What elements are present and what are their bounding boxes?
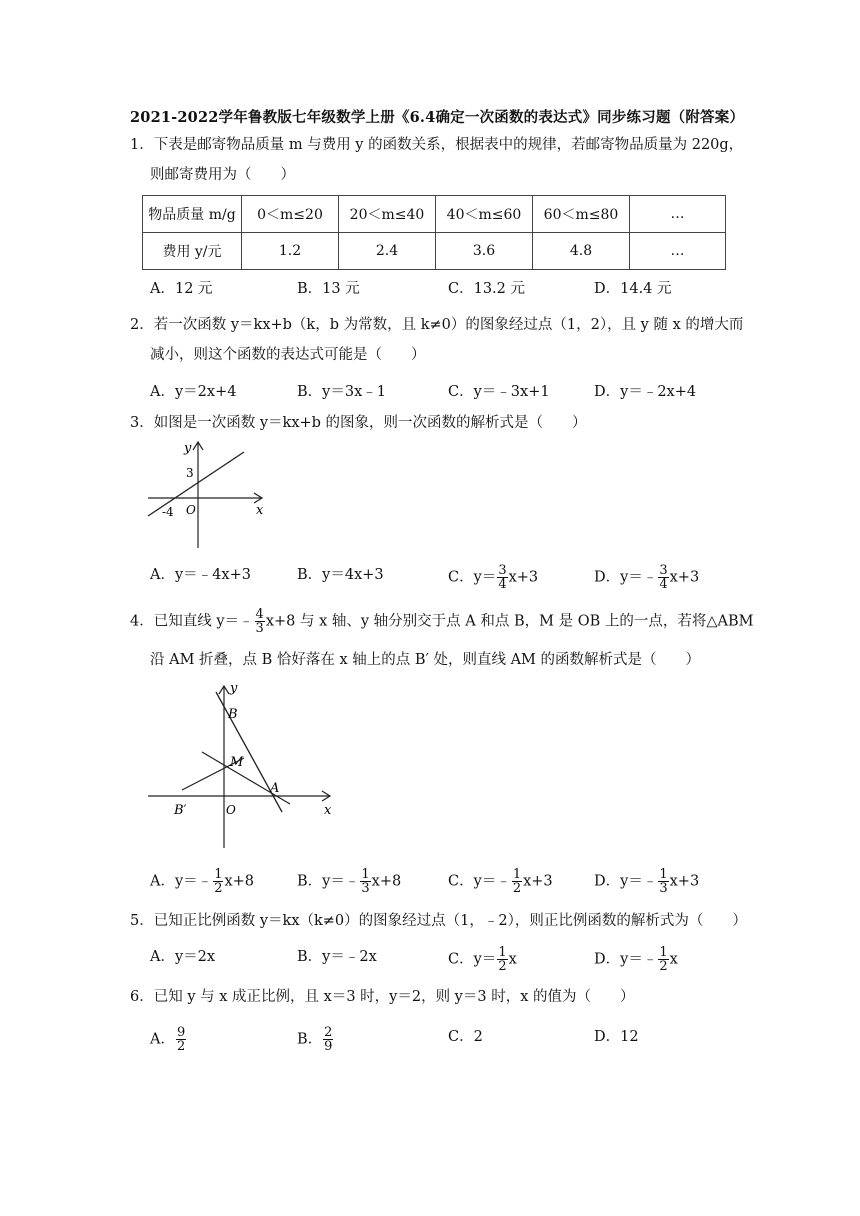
fraction	[213, 868, 223, 895]
option-label: C．	[448, 1029, 474, 1045]
question-number: 6．	[130, 989, 154, 1005]
denominator: 3	[659, 881, 668, 896]
option-expr: y＝﹣4x+3	[174, 567, 251, 583]
point-a-label: A	[270, 781, 280, 796]
question-text: 若一次函数 y＝kx+b（k，b 为常数，且 k≠0）的图象经过点（1，2），且 y 随 x 的增大而	[153, 317, 744, 333]
y-intercept-label: 3	[186, 466, 194, 480]
option-label: B．	[297, 567, 323, 583]
table-cell: 2.4	[339, 233, 436, 270]
table-cell: …	[630, 196, 726, 233]
option-expr-tail: x+3	[523, 873, 553, 890]
fraction	[658, 946, 668, 973]
x-axis-label: x	[324, 803, 332, 818]
numerator: 9	[176, 1025, 186, 1040]
q4-graph	[140, 680, 340, 852]
option-label: A．	[150, 949, 175, 965]
option-label: B．	[297, 949, 323, 965]
option-label: D．	[594, 951, 621, 968]
numerator: 1	[512, 867, 522, 882]
fraction	[176, 1026, 186, 1053]
question-number: 1．	[130, 137, 154, 153]
question-text: 已知直线 y＝﹣	[153, 613, 254, 630]
question-text-tail: x+8 与 x 轴、y 轴分别交于点 A 和点 B，M 是 OB 上的一点，若将△ABM	[265, 613, 754, 630]
y-axis-label: y	[230, 681, 238, 696]
table-cell: 费用 y/元	[143, 233, 242, 270]
option-label: C．	[448, 951, 474, 968]
question-4-line-2: 沿 AM 折叠，点 B 恰好落在 x 轴上的点 B′ 处，则直线 AM 的函数解析式是（ ）	[150, 652, 701, 668]
numerator: 3	[659, 563, 668, 578]
option-expr: y＝﹣	[620, 873, 658, 890]
option-d: D．y＝﹣2x+4	[594, 384, 697, 400]
fraction	[360, 868, 370, 895]
option-expr-tail: x+8	[371, 873, 402, 890]
denominator: 2	[498, 959, 507, 974]
table-cell: 物品质量 m/g	[143, 196, 242, 233]
origin-label: O	[186, 503, 196, 517]
option-c	[448, 868, 553, 895]
question-number: 4．	[130, 613, 154, 630]
denominator: 4	[498, 577, 507, 592]
option-label: C．	[448, 873, 474, 890]
option-c	[448, 946, 517, 973]
denominator: 3	[255, 621, 264, 636]
q3-graph	[140, 436, 270, 552]
option-expr: y＝﹣	[322, 873, 360, 890]
question-6	[130, 986, 635, 1008]
question-text: 已知正比例函数 y＝kx（k≠0）的图象经过点（1，﹣2），则正比例函数的解析式为（ ）	[153, 913, 747, 929]
table-cell: 20＜m≤40	[339, 196, 436, 233]
option-a	[150, 1026, 187, 1053]
option-expr-tail: x	[669, 951, 678, 968]
question-number: 2．	[130, 317, 154, 333]
option-a	[150, 868, 254, 895]
option-expr: y＝	[473, 569, 497, 586]
option-expr: y＝﹣	[473, 873, 511, 890]
numerator: 1	[659, 945, 668, 960]
numerator: 1	[659, 867, 668, 882]
table-cell: 3.6	[436, 233, 533, 270]
numerator: 1	[498, 945, 507, 960]
fraction	[497, 946, 507, 973]
option-b: B．13 元	[297, 281, 360, 297]
point-m-label: M	[230, 755, 244, 770]
option-expr: y＝﹣2x	[322, 949, 377, 965]
option-d	[594, 868, 699, 895]
numerator: 2	[324, 1025, 333, 1040]
table-row	[143, 233, 726, 270]
fraction	[658, 564, 668, 591]
numerator: 1	[214, 867, 223, 882]
option-label: A．	[150, 567, 175, 583]
option-b	[297, 1026, 334, 1053]
numerator: 4	[255, 607, 264, 622]
denominator: 3	[361, 881, 370, 896]
option-c: C．13.2 元	[448, 281, 525, 297]
option-label: A．	[150, 873, 175, 890]
option-c	[448, 1026, 483, 1048]
question-text: 已知 y 与 x 成正比例，且 x＝3 时，y＝2，则 y＝3 时，x 的值为（ ）	[153, 989, 635, 1005]
origin-label: O	[226, 803, 236, 817]
table-cell: …	[630, 233, 726, 270]
option-expr-tail: x+8	[224, 873, 255, 890]
denominator: 9	[324, 1039, 333, 1054]
x-axis-label: x	[256, 503, 264, 518]
option-expr-tail: x+3	[669, 873, 700, 890]
fraction	[497, 564, 507, 591]
x-intercept-label: -4	[162, 505, 174, 519]
option-d	[594, 946, 678, 973]
option-label: D．	[594, 1029, 621, 1045]
fraction	[255, 608, 265, 635]
option-b	[297, 946, 377, 968]
option-d: D．14.4 元	[594, 281, 672, 297]
option-expr-tail: x+3	[508, 569, 539, 586]
option-expr: y＝4x+3	[322, 567, 384, 583]
question-text: 如图是一次函数 y＝kx+b 的图象，则一次函数的解析式是（ ）	[153, 415, 587, 431]
option-expr: y＝﹣	[620, 951, 658, 968]
postage-table	[142, 195, 726, 270]
option-b	[297, 868, 401, 895]
option-value: 2	[473, 1029, 483, 1045]
option-label: D．	[594, 873, 621, 890]
option-label: B．	[297, 1031, 323, 1048]
fraction	[658, 868, 668, 895]
option-label: D．	[594, 569, 621, 586]
question-text: 下表是邮寄物品质量 m 与费用 y 的函数关系，根据表中的规律，若邮寄物品质量为 220g，	[153, 137, 744, 153]
table-cell: 0＜m≤20	[242, 196, 339, 233]
question-2	[130, 314, 743, 336]
denominator: 2	[512, 881, 522, 896]
fraction	[512, 868, 522, 895]
option-expr: y＝﹣	[174, 873, 213, 890]
option-d	[594, 1026, 639, 1048]
table-cell: 40＜m≤60	[436, 196, 533, 233]
denominator: 2	[176, 1039, 186, 1054]
question-2-line-2: 减小，则这个函数的表达式可能是（ ）	[150, 347, 426, 363]
option-b: B．y＝3x﹣1	[297, 384, 386, 400]
question-number: 5．	[130, 913, 154, 929]
option-label: C．	[448, 569, 474, 586]
question-1	[130, 134, 743, 156]
fraction	[323, 1026, 333, 1053]
option-expr: y＝	[473, 951, 497, 968]
y-axis-label: y	[184, 441, 192, 456]
table-cell: 1.2	[242, 233, 339, 270]
option-expr-tail: x+3	[669, 569, 700, 586]
question-5	[130, 910, 747, 932]
option-b	[297, 564, 384, 586]
question-number: 3．	[130, 415, 154, 431]
option-d	[594, 564, 699, 591]
option-c	[448, 564, 538, 591]
point-b-label: B	[228, 707, 238, 722]
option-c: C．y＝﹣3x+1	[448, 384, 550, 400]
option-a	[150, 564, 251, 586]
option-expr: y＝﹣	[620, 569, 658, 586]
option-label: B．	[297, 873, 323, 890]
option-a: A．12 元	[150, 281, 213, 297]
table-cell: 4.8	[533, 233, 630, 270]
question-4	[130, 608, 753, 635]
table-cell: 60＜m≤80	[533, 196, 630, 233]
denominator: 4	[659, 577, 668, 592]
question-1-line-2: 则邮寄费用为（ ）	[150, 167, 295, 183]
denominator: 2	[214, 881, 223, 896]
point-b-prime-label: B′	[174, 803, 187, 818]
numerator: 1	[361, 867, 370, 882]
table-row	[143, 196, 726, 233]
option-label: A．	[150, 1031, 175, 1048]
numerator: 3	[498, 563, 507, 578]
option-a	[150, 946, 215, 968]
option-expr: y＝2x	[174, 949, 216, 965]
document-title: 2021-2022学年鲁教版七年级数学上册《6.4确定一次函数的表达式》同步练习题（附答案）	[130, 109, 745, 126]
option-a: A．y＝2x+4	[150, 384, 237, 400]
option-expr-tail: x	[508, 951, 517, 968]
question-3	[130, 412, 587, 434]
denominator: 2	[659, 959, 668, 974]
option-value: 12	[620, 1029, 639, 1045]
